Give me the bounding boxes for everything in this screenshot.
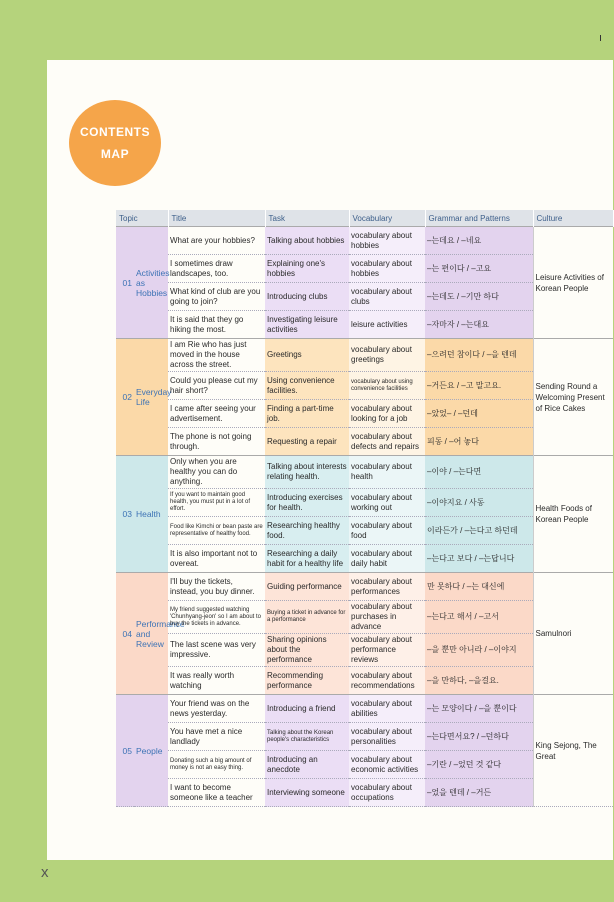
lesson-vocabulary: vocabulary about recommendations bbox=[349, 667, 425, 695]
lesson-grammar: –이야지요 / 사동 bbox=[425, 489, 533, 517]
lesson-title: Could you please cut my hair short? bbox=[168, 372, 265, 400]
table-row bbox=[116, 456, 613, 489]
lesson-grammar: –는데도 / –기만 하다 bbox=[425, 283, 533, 311]
unit-number: 05 bbox=[116, 695, 134, 807]
lesson-title: What kind of club are you going to join? bbox=[168, 283, 265, 311]
table-row bbox=[116, 227, 613, 255]
lesson-task: Talking about interests relating health. bbox=[265, 456, 349, 489]
lesson-title: Food like Kimchi or bean paste are representative of healthy food. bbox=[168, 517, 265, 545]
badge-line-1: CONTENTS bbox=[80, 125, 150, 139]
lesson-vocabulary: vocabulary about personalities bbox=[349, 723, 425, 751]
lesson-title: Donating such a big amount of money is not an easy thing. bbox=[168, 751, 265, 779]
lesson-task: Talking about the Korean people's characteristics bbox=[265, 723, 349, 751]
lesson-vocabulary: vocabulary about food bbox=[349, 517, 425, 545]
lesson-task: Requesting a repair bbox=[265, 428, 349, 456]
header-topic: Topic bbox=[116, 210, 168, 227]
unit-number: 03 bbox=[116, 456, 134, 573]
lesson-grammar: –으려던 참이다 / –을 텐데 bbox=[425, 339, 533, 372]
unit-number: 01 bbox=[116, 227, 134, 339]
lesson-grammar: 피동 / –어 놓다 bbox=[425, 428, 533, 456]
page-tick bbox=[600, 35, 601, 41]
unit-topic: Health bbox=[134, 456, 168, 573]
header-vocabulary: Vocabulary bbox=[349, 210, 425, 227]
lesson-grammar: 이라든가 / –는다고 하던데 bbox=[425, 517, 533, 545]
lesson-title: I want to become someone like a teacher bbox=[168, 779, 265, 807]
lesson-title: What are your hobbies? bbox=[168, 227, 265, 255]
lesson-title: I came after seeing your advertisement. bbox=[168, 400, 265, 428]
lesson-vocabulary: vocabulary about using convenience facilities bbox=[349, 372, 425, 400]
lesson-vocabulary: vocabulary about abilities bbox=[349, 695, 425, 723]
unit-culture: Sending Round a Welcoming Present of Rice Cakes bbox=[533, 339, 613, 456]
lesson-vocabulary: vocabulary about performance reviews bbox=[349, 634, 425, 667]
lesson-grammar: –을 만하다, –을걸요. bbox=[425, 667, 533, 695]
lesson-task: Introducing an anecdote bbox=[265, 751, 349, 779]
lesson-vocabulary: vocabulary about economic activities bbox=[349, 751, 425, 779]
lesson-grammar: –는 모양이다 / –을 뿐이다 bbox=[425, 695, 533, 723]
lesson-task: Interviewing someone bbox=[265, 779, 349, 807]
lesson-grammar: –는다고 보다 / –는답니다 bbox=[425, 545, 533, 573]
header-row bbox=[116, 210, 613, 227]
lesson-grammar: 만 못하다 / –는 대신에 bbox=[425, 573, 533, 601]
lesson-task: Using convenience facilities. bbox=[265, 372, 349, 400]
lesson-task: Researching a daily habit for a healthy life bbox=[265, 545, 349, 573]
unit-culture: Leisure Activities of Korean People bbox=[533, 227, 613, 339]
unit-culture: Health Foods of Korean People bbox=[533, 456, 613, 573]
lesson-title: The phone is not going through. bbox=[168, 428, 265, 456]
lesson-task: Introducing exercises for health. bbox=[265, 489, 349, 517]
lesson-grammar: –는 편이다 / –고요 bbox=[425, 255, 533, 283]
lesson-task: Sharing opinions about the performance bbox=[265, 634, 349, 667]
contents-table bbox=[116, 210, 614, 807]
lesson-grammar: –이야 / –는다면 bbox=[425, 456, 533, 489]
lesson-grammar: –기란 / –었던 것 같다 bbox=[425, 751, 533, 779]
lesson-task: Finding a part-time job. bbox=[265, 400, 349, 428]
lesson-title: I sometimes draw landscapes, too. bbox=[168, 255, 265, 283]
lesson-vocabulary: leisure activities bbox=[349, 311, 425, 339]
table-row bbox=[116, 695, 613, 723]
lesson-vocabulary: vocabulary about performances bbox=[349, 573, 425, 601]
lesson-title: Your friend was on the news yesterday. bbox=[168, 695, 265, 723]
table-row bbox=[116, 573, 613, 601]
lesson-title: It was really worth watching bbox=[168, 667, 265, 695]
unit-culture: King Sejong, The Great bbox=[533, 695, 613, 807]
header-task: Task bbox=[265, 210, 349, 227]
lesson-vocabulary: vocabulary about occupations bbox=[349, 779, 425, 807]
lesson-task: Greetings bbox=[265, 339, 349, 372]
unit-number: 02 bbox=[116, 339, 134, 456]
unit-number: 04 bbox=[116, 573, 134, 695]
lesson-task: Buying a ticket in advance for a performance bbox=[265, 601, 349, 634]
lesson-vocabulary: vocabulary about purchases in advance bbox=[349, 601, 425, 634]
badge-line-2: MAP bbox=[100, 147, 130, 161]
lesson-task: Recommending performance bbox=[265, 667, 349, 695]
lesson-grammar: –었을 텐데 / –거든 bbox=[425, 779, 533, 807]
lesson-vocabulary: vocabulary about clubs bbox=[349, 283, 425, 311]
lesson-task: Investigating leisure activities bbox=[265, 311, 349, 339]
lesson-task: Talking about hobbies bbox=[265, 227, 349, 255]
lesson-grammar: –거든요 / –고 말고요. bbox=[425, 372, 533, 400]
lesson-vocabulary: vocabulary about hobbies bbox=[349, 227, 425, 255]
lesson-vocabulary: vocabulary about working out bbox=[349, 489, 425, 517]
lesson-vocabulary: vocabulary about health bbox=[349, 456, 425, 489]
lesson-task: Introducing clubs bbox=[265, 283, 349, 311]
lesson-title: The last scene was very impressive. bbox=[168, 634, 265, 667]
lesson-title: I'll buy the tickets, instead, you buy dinner. bbox=[168, 573, 265, 601]
lesson-grammar: –는데요 / –네요 bbox=[425, 227, 533, 255]
lesson-title: My friend suggested watching 'Chunhyang-jeon' so I am about to buy the tickets in advance. bbox=[168, 601, 265, 634]
lesson-title: It is said that they go hiking the most. bbox=[168, 311, 265, 339]
lesson-grammar: –을 뿐만 아니라 / –이야지 bbox=[425, 634, 533, 667]
lesson-vocabulary: vocabulary about daily habit bbox=[349, 545, 425, 573]
lesson-title: I am Rie who has just moved in the house across the street. bbox=[168, 339, 265, 372]
header-title: Title bbox=[168, 210, 265, 227]
unit-culture: Samulnori bbox=[533, 573, 613, 695]
lesson-grammar: –았었– / –던데 bbox=[425, 400, 533, 428]
lesson-title: You have met a nice landlady bbox=[168, 723, 265, 751]
lesson-vocabulary: vocabulary about hobbies bbox=[349, 255, 425, 283]
unit-topic: People bbox=[134, 695, 168, 807]
lesson-title: Only when you are healthy you can do anything. bbox=[168, 456, 265, 489]
lesson-grammar: –는다면서요? / –던하다 bbox=[425, 723, 533, 751]
contents-map-badge bbox=[69, 100, 161, 186]
lesson-task: Explaining one's hobbies bbox=[265, 255, 349, 283]
lesson-task: Introducing a friend bbox=[265, 695, 349, 723]
lesson-task: Guiding performance bbox=[265, 573, 349, 601]
lesson-task: Researching healthy food. bbox=[265, 517, 349, 545]
header-culture: Culture bbox=[533, 210, 613, 227]
lesson-title: It is also important not to overeat. bbox=[168, 545, 265, 573]
unit-topic: Everyday Life bbox=[134, 339, 168, 456]
unit-topic: Activities as Hobbies bbox=[134, 227, 168, 339]
table-row bbox=[116, 339, 613, 372]
lesson-title: If you want to maintain good health, you must put in a lot of effort. bbox=[168, 489, 265, 517]
unit-topic: Performance and Review bbox=[134, 573, 168, 695]
units-body bbox=[116, 227, 613, 807]
lesson-vocabulary: vocabulary about defects and repairs bbox=[349, 428, 425, 456]
lesson-vocabulary: vocabulary about looking for a job bbox=[349, 400, 425, 428]
header-grammar: Grammar and Patterns bbox=[425, 210, 533, 227]
lesson-vocabulary: vocabulary about greetings bbox=[349, 339, 425, 372]
lesson-grammar: –는다고 해서 / –고서 bbox=[425, 601, 533, 634]
page-folio: x bbox=[41, 864, 49, 881]
lesson-grammar: –자마자 / –는대요 bbox=[425, 311, 533, 339]
